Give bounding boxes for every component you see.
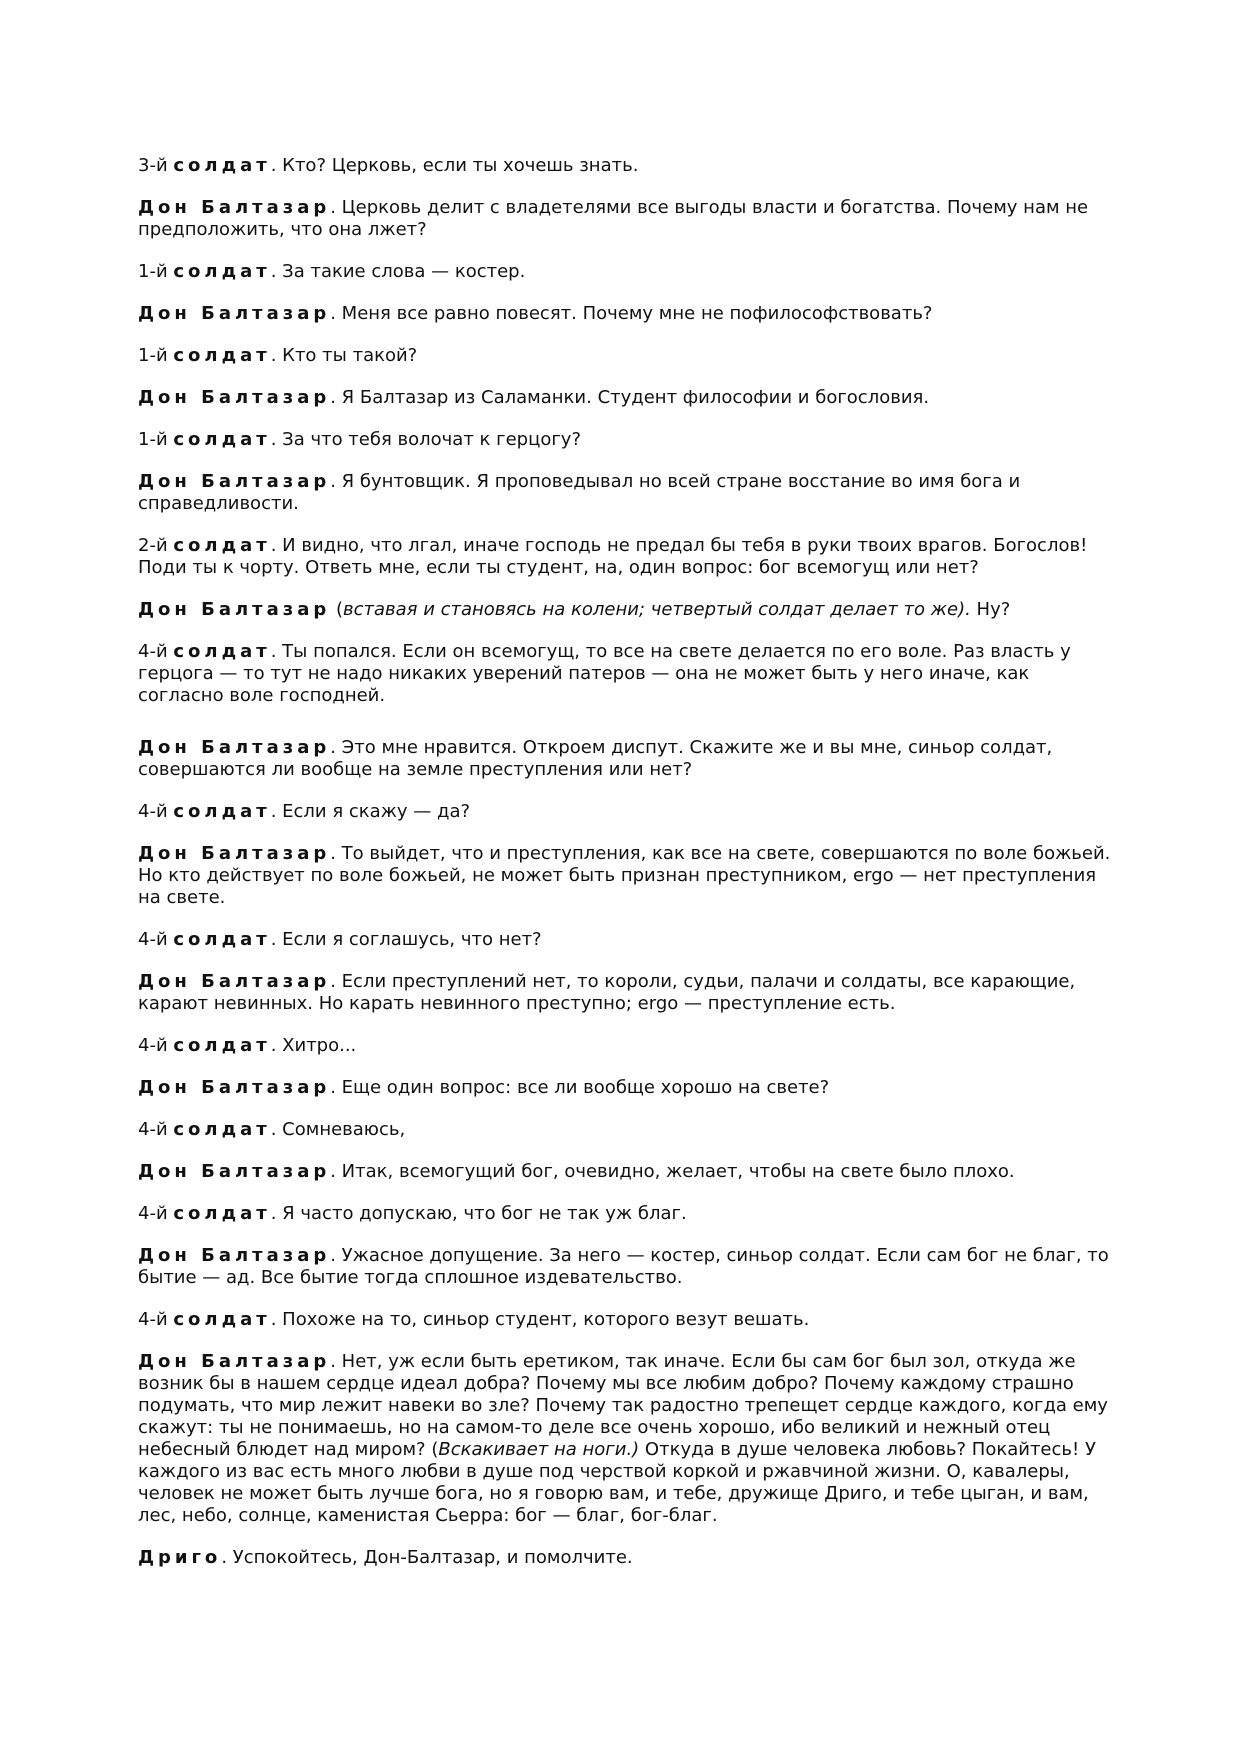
speaker-name: солдат xyxy=(173,535,271,556)
dialogue-line xyxy=(138,929,1118,951)
dialogue-line xyxy=(138,1161,1118,1183)
speaker-number: 2-й xyxy=(138,535,174,556)
line-text: . Это мне нравится. Откроем диспут. Скажите же и вы мне, синьор солдат, совершаются ли вообще на земле преступления или нет? xyxy=(138,737,1053,780)
dialogue-line xyxy=(138,1035,1118,1057)
speaker-number: 4-й xyxy=(138,1309,174,1330)
line-text: Ну? xyxy=(970,599,1011,620)
line-text: . За такие слова — костер. xyxy=(270,261,526,282)
line-text: . Похоже на то, синьор студент, которого везут вешать. xyxy=(270,1309,810,1330)
dialogue-line xyxy=(138,471,1118,515)
dialogue-line xyxy=(138,1547,1118,1569)
speaker-name: Дон Балтазар xyxy=(138,387,331,408)
dialogue-line xyxy=(138,1351,1118,1527)
line-text: . Сомневаюсь, xyxy=(270,1119,406,1140)
dialogue-line xyxy=(138,599,1118,621)
line-text: . Церковь делит с владетелями все выгоды власти и богатства. Почему нам не предположить, что она лжет? xyxy=(138,197,1089,240)
speaker-number: 4-й xyxy=(138,929,174,950)
speaker-name: солдат xyxy=(173,1119,271,1140)
line-text: . Нет, уж если быть еретиком, так иначе. Если бы сам бог был зол, откуда же возник бы в нашем сердце идеал добра? Почему мы все любим добро? Почему каждому страшно подумать, что мир лежит навеки во зле? Почему так радостно трепещет сердце каждого, когда ему скажут: ты не понимаешь, но на самом-то деле все очень хорошо, ибо великий и нежный отец небесный блюдет над миром? ( xyxy=(138,1351,1108,1460)
script-page xyxy=(138,155,1118,1589)
speaker-name: Дон Балтазар xyxy=(138,599,331,620)
line-text: . Хитро... xyxy=(270,1035,357,1056)
line-text: . Успокойтесь, Дон-Балтазар, и помолчите. xyxy=(221,1547,633,1568)
dialogue-line xyxy=(138,261,1118,283)
dialogue-line xyxy=(138,1119,1118,1141)
dialogue-line xyxy=(138,971,1118,1015)
dialogue-line xyxy=(138,155,1118,177)
line-text: . Кто? Церковь, если ты хочешь знать. xyxy=(270,155,639,176)
speaker-number: 1-й xyxy=(138,345,174,366)
dialogue-line xyxy=(138,387,1118,409)
line-text: ( xyxy=(330,599,343,620)
line-text: . Я бунтовщик. Я проповедывал но всей стране восстание во имя бога и справедливости. xyxy=(138,471,1021,514)
speaker-number: 1-й xyxy=(138,261,174,282)
speaker-name: солдат xyxy=(173,641,271,662)
speaker-name: Дон Балтазар xyxy=(138,737,331,758)
line-text: Откуда в душе человека любовь? Покайтесь! У каждого из вас есть много любви в душе под черствой коркой и ржавчиной жизни. О, кавалеры, человек не может быть лучше бога, но я говорю вам, и тебе, дружище Дриго, и тебе цыган, и вам, лес, небо, солнце, каменистая Сьерра: бог — благ, бог-благ. xyxy=(138,1439,1096,1526)
line-text: . То выйдет, что и преступления, как все на свете, совершаются по воле божьей. Но кто действует по воле божьей, не может быть признан преступником, ergo — нет преступления на свете. xyxy=(138,843,1111,908)
line-text: . Если я соглашусь, что нет? xyxy=(270,929,542,950)
dialogue-line xyxy=(138,801,1118,823)
line-text: . Меня все равно повесят. Почему мне не пофилософствовать? xyxy=(330,303,933,324)
speaker-name: солдат xyxy=(173,1203,271,1224)
speaker-name: Дон Балтазар xyxy=(138,1077,331,1098)
speaker-name: солдат xyxy=(173,1309,271,1330)
line-text: . Я Балтазар из Саламанки. Студент философии и богословия. xyxy=(330,387,930,408)
speaker-name: солдат xyxy=(173,801,271,822)
speaker-name: солдат xyxy=(173,261,271,282)
speaker-name: Дон Балтазар xyxy=(138,471,331,492)
speaker-name: Дон Балтазар xyxy=(138,303,331,324)
speaker-name: Дон Балтазар xyxy=(138,1245,331,1266)
dialogue-line xyxy=(138,737,1118,781)
speaker-name: Дон Балтазар xyxy=(138,843,331,864)
line-text: . И видно, что лгал, иначе господь не предал бы тебя в руки твоих врагов. Богослов! Поди ты к чорту. Ответь мне, если ты студент, на, один вопрос: бог всемогущ или нет? xyxy=(138,535,1088,578)
speaker-name: Дон Балтазар xyxy=(138,197,331,218)
line-text: . Если я скажу — да? xyxy=(270,801,471,822)
speaker-name: солдат xyxy=(173,345,271,366)
dialogue-line xyxy=(138,429,1118,451)
line-text: . Кто ты такой? xyxy=(270,345,418,366)
line-text: . Еще один вопрос: все ли вообще хорошо на свете? xyxy=(330,1077,830,1098)
dialogue-line xyxy=(138,535,1118,579)
speaker-name: солдат xyxy=(173,929,271,950)
speaker-name: Дон Балтазар xyxy=(138,971,331,992)
speaker-number: 4-й xyxy=(138,1035,174,1056)
dialogue-line xyxy=(138,1203,1118,1225)
speaker-number: 4-й xyxy=(138,801,174,822)
dialogue-line xyxy=(138,197,1118,241)
dialogue-line xyxy=(138,1309,1118,1331)
speaker-number: 4-й xyxy=(138,1203,174,1224)
speaker-name: Дон Балтазар xyxy=(138,1161,331,1182)
line-text: . Итак, всемогущий бог, очевидно, желает, чтобы на свете было плохо. xyxy=(330,1161,1015,1182)
line-text: . Если преступлений нет, то короли, судьи, палачи и солдаты, все карающие, карают невинных. Но карать невинного преступно; ergo — преступление есть. xyxy=(138,971,1076,1014)
line-text: . Ужасное допущение. За него — костер, синьор солдат. Если сам бог не благ, то бытие — ад. Все бытие тогда сплошное издевательство. xyxy=(138,1245,1109,1288)
dialogue-line xyxy=(138,1245,1118,1289)
dialogue-line xyxy=(138,1077,1118,1099)
speaker-name: солдат xyxy=(173,155,271,176)
speaker-name: Дон Балтазар xyxy=(138,1351,331,1372)
dialogue-line xyxy=(138,303,1118,325)
stage-direction: Вскакивает на ноги.) xyxy=(438,1439,640,1460)
dialogue-line xyxy=(138,641,1118,707)
speaker-name: солдат xyxy=(173,429,271,450)
line-text: . За что тебя волочат к герцогу? xyxy=(270,429,582,450)
line-text: . Ты попался. Если он всемогущ, то все на свете делается по его воле. Раз власть у герцога — то тут не надо никаких уверений патеров — она не может быть у него иначе, как согласно воле господней. xyxy=(138,641,1071,706)
speaker-number: 4-й xyxy=(138,641,174,662)
speaker-number: 3-й xyxy=(138,155,174,176)
speaker-name: солдат xyxy=(173,1035,271,1056)
dialogue-line xyxy=(138,843,1118,909)
stage-direction: вставая и становясь на колени; четвертый солдат делает то же). xyxy=(342,599,971,620)
speaker-name: Дриго xyxy=(138,1547,222,1568)
speaker-number: 1-й xyxy=(138,429,174,450)
speaker-number: 4-й xyxy=(138,1119,174,1140)
line-text: . Я часто допускаю, что бог не так уж благ. xyxy=(270,1203,687,1224)
dialogue-line xyxy=(138,345,1118,367)
